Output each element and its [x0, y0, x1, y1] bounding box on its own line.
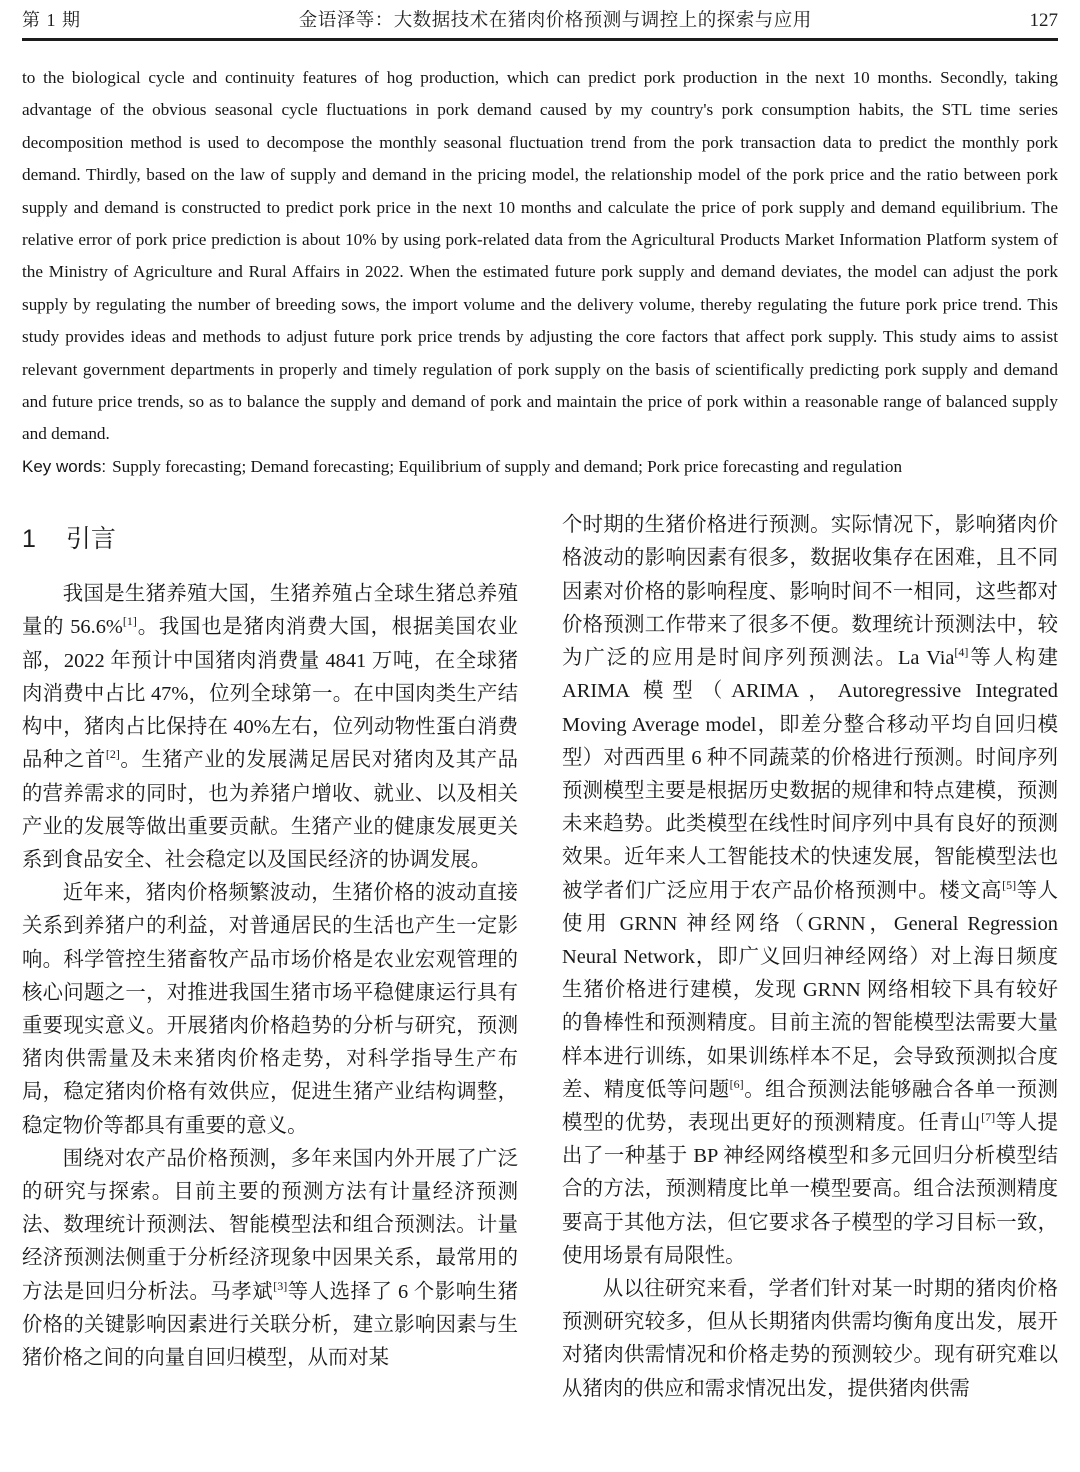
body-paragraph: 个时期的生猪价格进行预测。实际情况下，影响猪肉价格波动的影响因素有很多，数据收集存在困难，且不同因素对价格的影响程度、影响时间不一相同，这些都对价格预测工作带来了很多不便。数理统计预测法中，较为广泛的应用是时间序列预测法。La Via[4]等人构建 ARIMA 模型（ARIMA，Autoregressive Integrated Moving Average model，即差分整合移动平均自回归模型）对西西里 6 种不同蔬菜的价格进行预测。时间序列预测模型主要是根据历史数据的规律和特点建模，预测未来趋势。此类模型在线性时间序列中具有良好的预测效果。近年来人工智能技术的快速发展，智能模型法也被学者们广泛应用于农产品价格预测中。楼文高[5]等人使用 GRNN 神经网络（GRNN，General Regression Neural Network，即广义回归神经网络）对上海日频度生猪价格进行建模，发现 GRNN 网络相较下具有较好的鲁棒性和预测精度。目前主流的智能模型法需要大量样本进行训练，如果训练样本不足，会导致预测拟合度差、精度低等问题[6]。组合预测法能够融合各单一预测模型的优势，表现出更好的预测精度。任青山[7]等人提出了一种基于 BP 神经网络模型和多元回归分析模型结合的方法，预测精度比单一模型要高。组合法预测精度要高于其他方法，但它要求各子模型的学习目标一致，使用场景有局限性。	[562, 514, 1059, 1267]
body-paragraph: 近年来，猪肉价格频繁波动，生猪价格的波动直接关系到养猪户的利益，对普通居民的生活也产生一定影响。科学管控生猪畜牧产品市场价格是农业宏观管理的核心问题之一，对推进我国生猪市场平稳健康运行具有重要现实意义。开展猪肉价格趋势的分析与研究，预测猪肉供需量及未来猪肉价格走势，对科学指导生产布局，稳定猪肉价格有效供应，促进生猪产业结构调整，稳定物价等都具有重要的意义。	[22, 882, 518, 1137]
page-number: 127	[1029, 10, 1058, 31]
section-title: 引言	[65, 525, 116, 554]
section-number: 1	[22, 525, 36, 554]
header-rule	[22, 38, 1058, 41]
keywords-label: Key words:	[22, 456, 107, 476]
running-header	[22, 8, 1058, 33]
keywords-line	[22, 451, 1058, 483]
keywords-text: Supply forecasting; Demand forecasting; Equilibrium of supply and demand; Pork price forecasting and regulation	[112, 456, 903, 476]
running-title: 金语泽等：大数据技术在猪肉价格预测与调控上的探索与应用	[298, 9, 812, 30]
body-paragraph: 我国是生猪养殖大国，生猪养殖占全球生猪总养殖量的 56.6%[1]。我国也是猪肉消费大国，根据美国农业部，2022 年预计中国猪肉消费量 4841 万吨，在全球猪肉消费中占比 47%，位列全球第一。在中国肉类生产结构中，猪肉占比保持在 40%左右，位列动物性蛋白消费品种之首[2]。生猪产业的发展满足居民对猪肉及其产品的营养需求的同时，也为养猪户增收、就业、以及相关产业的发展等做出重要贡献。生猪产业的健康发展更关系到食品安全、社会稳定以及国民经济的协调发展。	[22, 583, 519, 871]
journal-issue: 第 1 期	[22, 10, 81, 30]
body-columns	[22, 509, 1058, 1405]
body-paragraph: 围绕对农产品价格预测，多年来国内外开展了广泛的研究与探索。目前主要的预测方法有计量经济预测法、数理统计预测法、智能模型法和组合预测法。计量经济预测法侧重于分析经济现象中因果关系，最常用的方法是回归分析法。马孝斌[3]等人选择了 6 个影响生猪价格的关键影响因素进行关联分析，建立影响因素与生猪价格之间的向量自回归模型，从而对某	[22, 1147, 519, 1369]
body-paragraph: 从以往研究来看，学者们针对某一时期的猪肉价格预测研究较多，但从长期猪肉供需均衡角度出发，展开对猪肉供需情况和价格走势的预测较少。现有研究难以从猪肉的供应和需求情况出发，提供猪肉供需	[562, 1277, 1058, 1400]
section-heading	[22, 524, 518, 554]
right-column	[562, 509, 1058, 1405]
left-column	[22, 509, 518, 1405]
abstract-paragraph: to the biological cycle and continuity features of hog production, which can predict pork production in the next 10 months. Secondly, taking advantage of the obvious seasonal cycle fluctuations in pork demand caused by my country's pork consumption habits, the STL time series decomposition method is used to decompose the monthly seasonal fluctuation trend from the pork transaction data to predict the monthly pork demand. Thirdly, based on the law of supply and demand in the pricing model, the relationship model of the pork price and the ratio between pork supply and demand is constructed to predict pork price in the next 10 months and calculate the price of pork supply and demand equilibrium. The relative error of pork price prediction is about 10% by using pork-related data from the Agricultural Products Market Information Platform system of the Ministry of Agriculture and Rural Affairs in 2022. When the estimated future pork supply and demand deviates, the model can adjust the pork supply by regulating the number of breeding sows, the import volume and the delivery volume, thereby regulating the future pork price trend. This study provides ideas and methods to adjust future pork price trends by adjusting the core factors that affect pork supply. This study aims to assist relevant government departments in properly and timely regulation of pork supply on the basis of scientifically predicting pork supply and demand and future price trends, so as to balance the supply and demand of pork and maintain the price of pork within a reasonable range of balanced supply and demand.	[22, 68, 1058, 444]
